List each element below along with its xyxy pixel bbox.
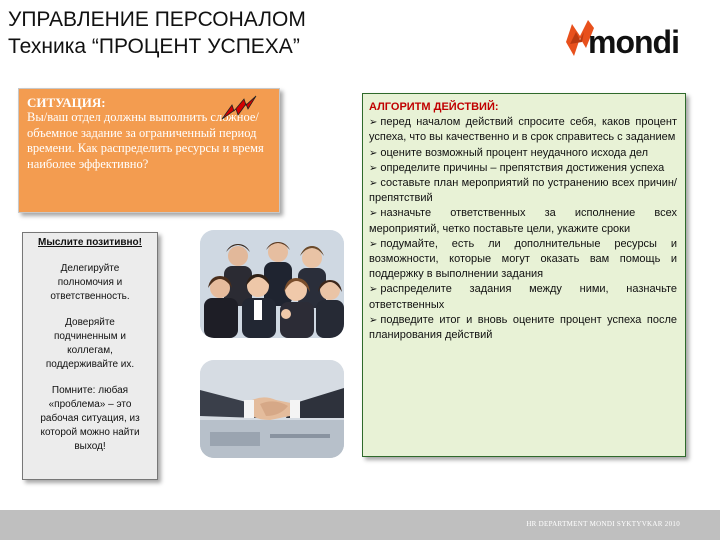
algorithm-item-text: перед началом действий спросите себя, каков процент успеха, что вы качественно и в срок справитесь с заданием bbox=[369, 116, 677, 144]
arrow-bullet-icon: ➢ bbox=[369, 162, 378, 174]
algorithm-item-text: определите причины – препятствия достижения успеха bbox=[380, 161, 665, 174]
algorithm-item bbox=[369, 115, 677, 145]
arrow-bullet-icon: ➢ bbox=[369, 147, 378, 159]
situation-text: Вы/ваш отдел должны выполнить сложное/объемное задание за ограниченный период времени. Как распределить ресурсы и время наиболее эффективно? bbox=[27, 110, 264, 171]
logo-text: mondi bbox=[588, 24, 679, 60]
team-photo bbox=[200, 230, 344, 338]
title-line-1: УПРАВЛЕНИЕ ПЕРСОНАЛОМ bbox=[8, 8, 306, 31]
think-positive-box bbox=[22, 232, 158, 480]
algorithm-item bbox=[369, 176, 677, 206]
title-line-2: Техника “ПРОЦЕНТ УСПЕХА” bbox=[8, 35, 300, 58]
algorithm-item bbox=[369, 313, 677, 343]
algorithm-item-text: назначьте ответственных за исполнение всех мероприятий, четко поставьте цели, укажите сроки bbox=[369, 207, 677, 235]
footer-bar bbox=[0, 510, 720, 540]
arrow-bullet-icon: ➢ bbox=[369, 208, 378, 220]
lightning-icon bbox=[220, 95, 258, 121]
mondi-logo bbox=[560, 14, 700, 70]
algorithm-item bbox=[369, 146, 677, 161]
algorithm-box bbox=[362, 93, 686, 457]
algorithm-item-text: распределите задания между ними, назначьте ответственных bbox=[369, 283, 677, 311]
arrow-bullet-icon: ➢ bbox=[369, 284, 378, 296]
handshake-photo bbox=[200, 360, 344, 458]
think-positive-paragraph: Делегируйте полномочия и ответственность. bbox=[50, 263, 130, 302]
algorithm-item bbox=[369, 206, 677, 236]
situation-title: СИТУАЦИЯ: bbox=[27, 95, 106, 110]
algorithm-item bbox=[369, 237, 677, 283]
algorithm-item bbox=[369, 161, 677, 176]
page-title bbox=[8, 6, 306, 60]
algorithm-item-text: составьте план мероприятий по устранению всех причин/препятствий bbox=[369, 177, 677, 205]
footer-text: HR DEPARTMENT MONDI SYKTYVKAR 2010 bbox=[526, 520, 680, 528]
algorithm-item-text: оцените возможный процент неудачного исхода дел bbox=[380, 146, 649, 159]
arrow-bullet-icon: ➢ bbox=[369, 117, 378, 129]
think-positive-paragraph: Доверяйте подчиненным и коллегам, поддерживайте их. bbox=[45, 317, 135, 370]
arrow-bullet-icon: ➢ bbox=[369, 238, 378, 250]
algorithm-item-text: подумайте, есть ли дополнительные ресурсы и возможности, которые могут оказать вам помощь и поддержку в выполнении задания bbox=[369, 237, 677, 281]
think-positive-title: Мыслите позитивно! bbox=[38, 237, 142, 248]
arrow-bullet-icon: ➢ bbox=[369, 178, 378, 190]
algorithm-item-text: подведите итог и вновь оцените процент успеха после планирования действий bbox=[369, 313, 677, 342]
algorithm-item bbox=[369, 282, 677, 312]
arrow-bullet-icon: ➢ bbox=[369, 314, 378, 326]
think-positive-paragraph: Помните: любая «проблема» – это рабочая ситуация, из которой можно найти выход! bbox=[40, 385, 140, 452]
algorithm-title: АЛГОРИТМ ДЕЙСТВИЙ: bbox=[369, 101, 499, 113]
